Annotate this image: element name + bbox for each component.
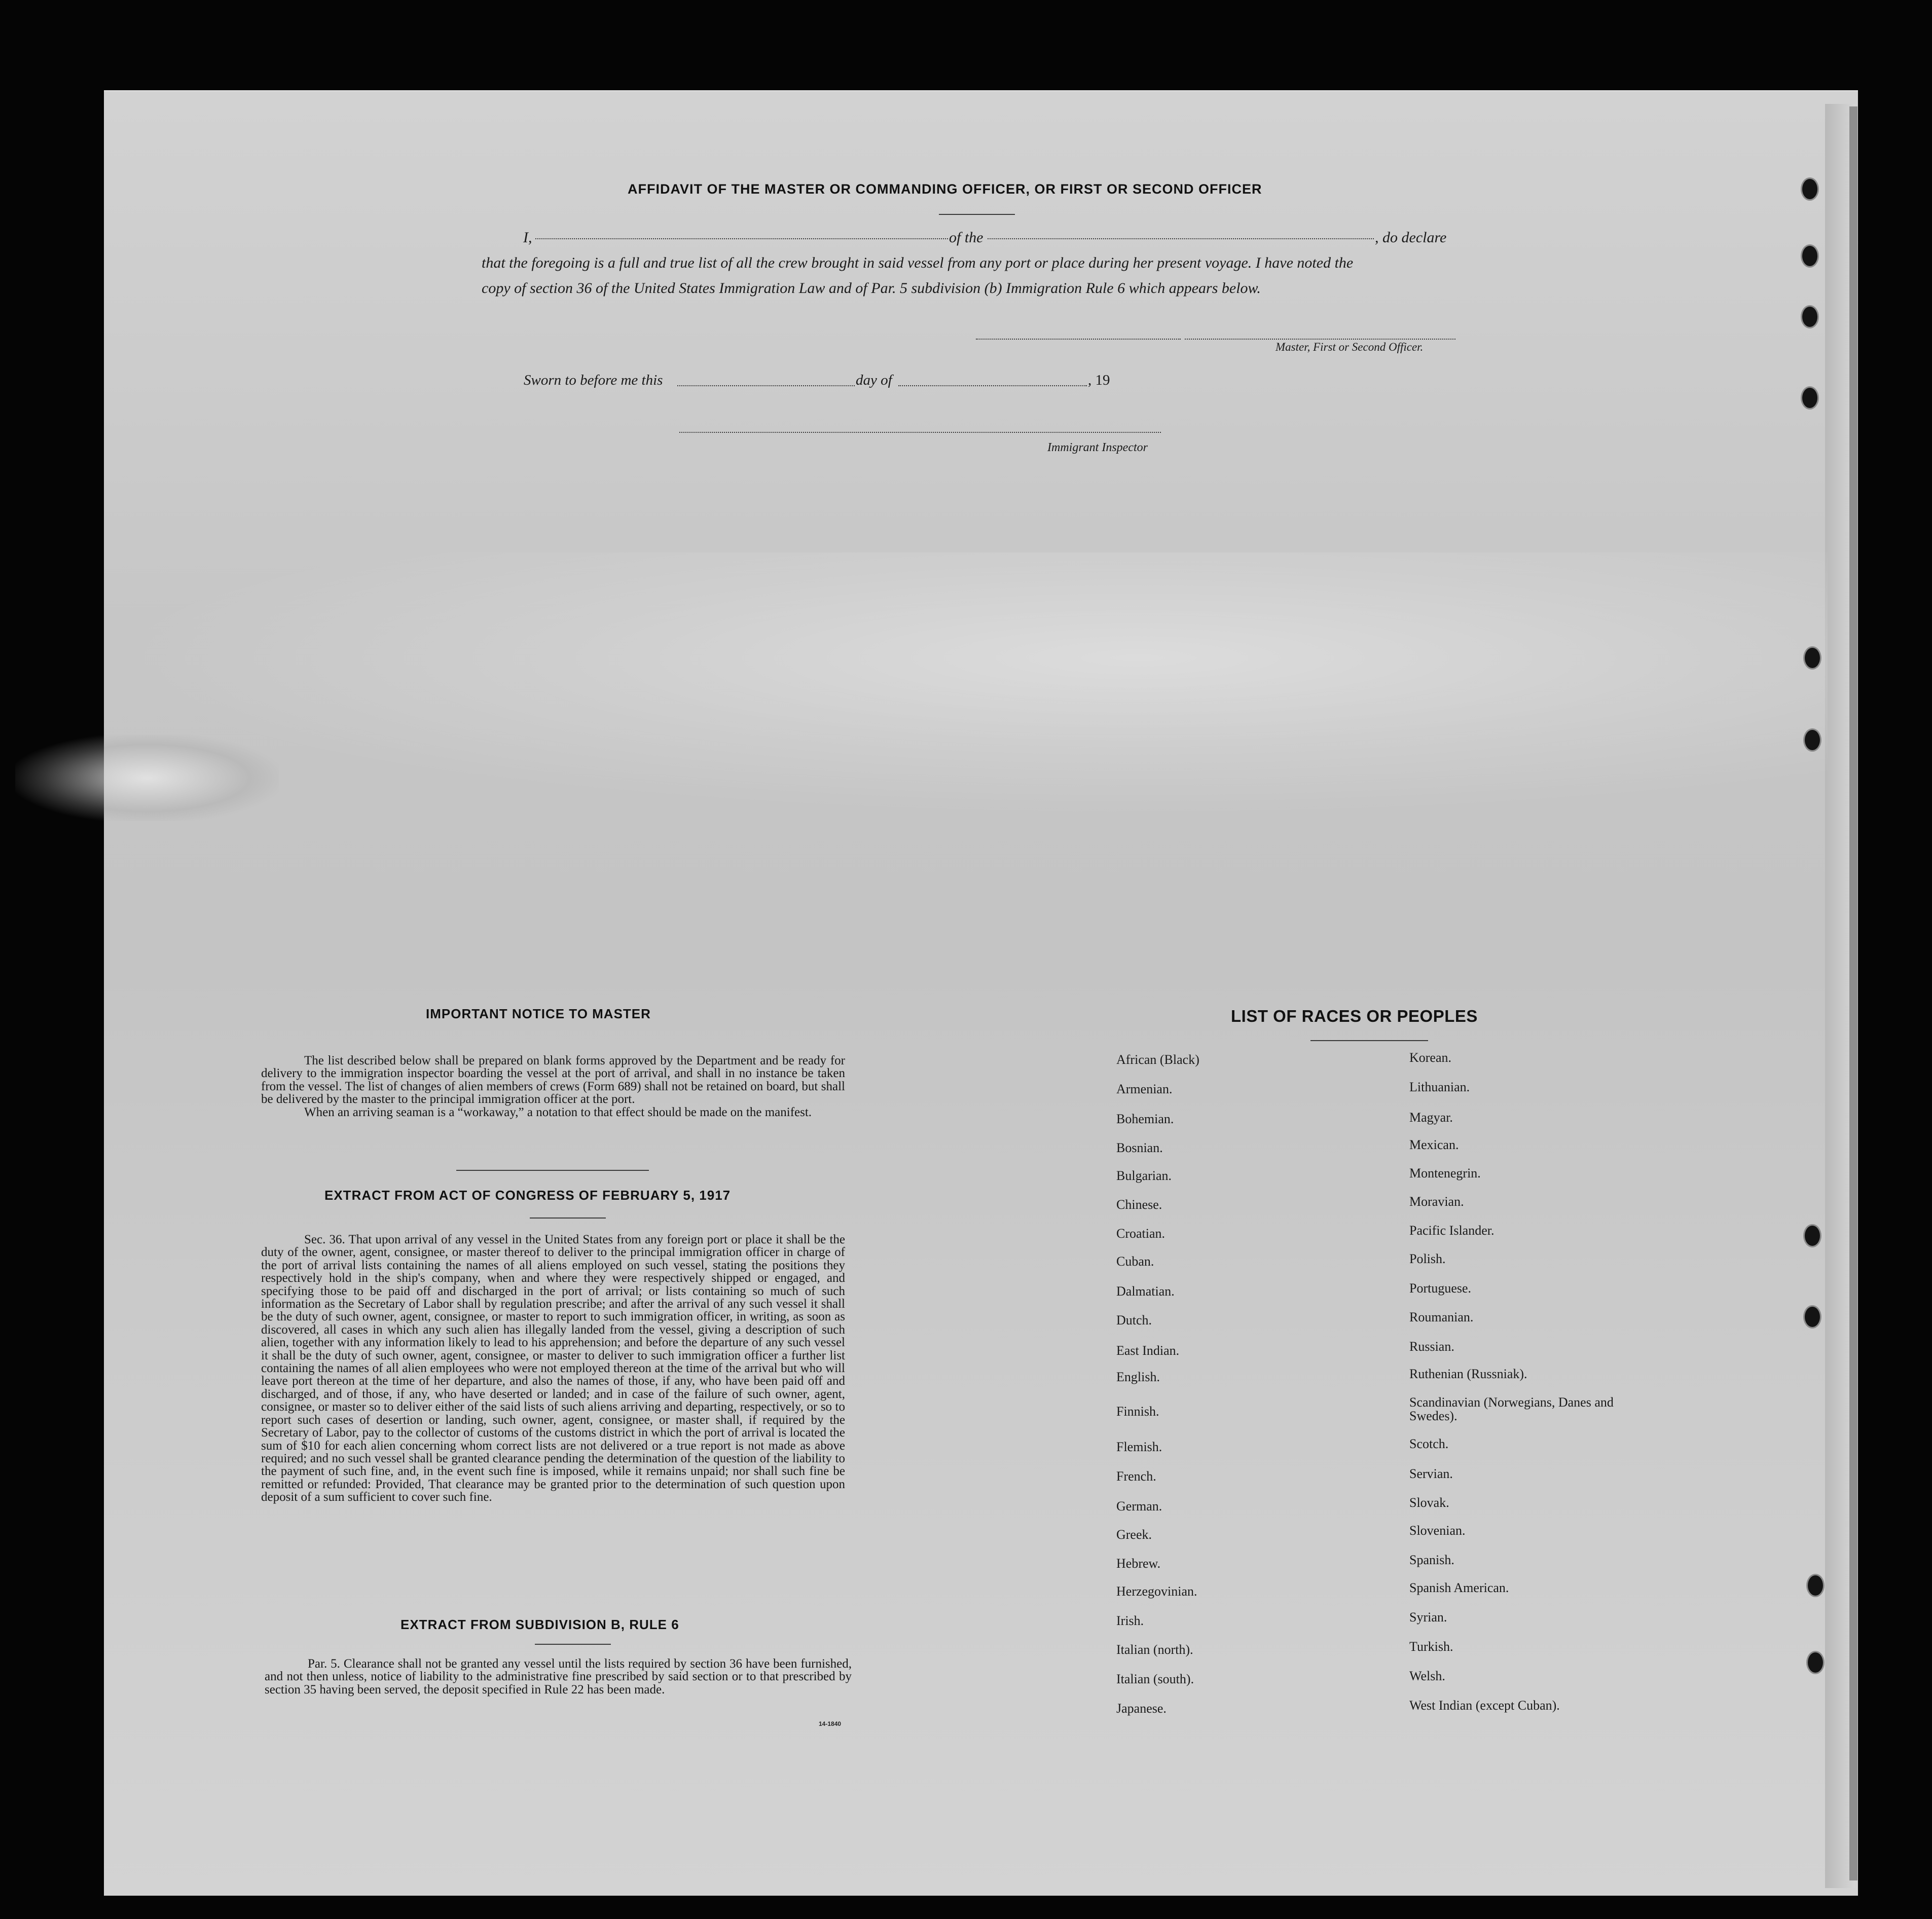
race-left-item: Hebrew. <box>1116 1556 1161 1571</box>
race-right-item: Scotch. <box>1409 1436 1449 1451</box>
race-right-item: Montenegrin. <box>1409 1166 1481 1180</box>
rule-rule <box>535 1644 611 1645</box>
affidavit-i-label: I, <box>523 229 532 246</box>
notice-paragraph-1: The list described below shall be prepared on blank forms approved by the Department and be ready for delivery to the immigration inspector boarding the vessel at the port of arrival, and shall in no instance be taken from the vessel. The list of changes of alien members of crews (Form 689) shall not be retained on board, but shall be delivered by the master to the principal immigration officer at the port. <box>261 1054 845 1106</box>
race-right-item: Lithuanian. <box>1409 1080 1470 1094</box>
rule-title: EXTRACT FROM SUBDIVISION B, RULE 6 <box>400 1617 679 1632</box>
race-left-item: Greek. <box>1116 1527 1152 1542</box>
binder-hole <box>1801 177 1819 201</box>
master-signature-line-1[interactable] <box>976 339 1181 340</box>
race-right-item: Portuguese. <box>1409 1281 1472 1296</box>
race-left-item: Irish. <box>1116 1613 1144 1628</box>
race-right-item: West Indian (except Cuban). <box>1409 1698 1560 1713</box>
race-right-item: Spanish American. <box>1409 1580 1509 1595</box>
notice-body <box>261 1054 845 1119</box>
binder-hole <box>1801 244 1819 268</box>
binder-hole <box>1801 386 1819 410</box>
affidavit-title: AFFIDAVIT OF THE MASTER OR COMMANDING OFFICER, OR FIRST OR SECOND OFFICER <box>628 181 1262 197</box>
race-right-item: Mexican. <box>1409 1137 1459 1152</box>
sworn-month-field[interactable] <box>898 385 1087 386</box>
race-right-item: Magyar. <box>1409 1110 1453 1125</box>
binder-hole <box>1801 305 1819 328</box>
race-left-item: Flemish. <box>1116 1440 1162 1454</box>
race-left-item: Chinese. <box>1116 1197 1162 1212</box>
vessel-field[interactable] <box>988 238 1374 239</box>
race-left-item: Bulgarian. <box>1116 1168 1172 1183</box>
form-page <box>104 90 1858 1896</box>
day-of-label: day of <box>856 372 892 388</box>
race-left-item: Dutch. <box>1116 1313 1152 1327</box>
affidavit-line-3: copy of section 36 of the United States Immigration Law and of Par. 5 subdivision (b) Immigration Rule 6 which appears below. <box>482 280 1261 297</box>
race-left-item: Finnish. <box>1116 1404 1159 1419</box>
race-right-item: Welsh. <box>1409 1669 1445 1683</box>
act-title: EXTRACT FROM ACT OF CONGRESS OF FEBRUARY 5, 1917 <box>324 1188 731 1203</box>
race-right-item: Syrian. <box>1409 1610 1447 1625</box>
inspector-caption: Immigrant Inspector <box>1047 441 1148 454</box>
race-left-item: Italian (south). <box>1116 1672 1194 1686</box>
notice-title: IMPORTANT NOTICE TO MASTER <box>426 1006 651 1021</box>
race-left-item: African (Black) <box>1116 1052 1199 1067</box>
race-right-item: Turkish. <box>1409 1639 1453 1654</box>
title-rule <box>939 214 1015 215</box>
binder-hole <box>1803 1305 1821 1328</box>
race-left-item: East Indian. <box>1116 1343 1180 1358</box>
binder-hole <box>1803 646 1821 670</box>
inspector-signature-line[interactable] <box>679 432 1161 433</box>
section-rule <box>456 1170 649 1171</box>
sworn-label: Sworn to before me this <box>524 372 663 388</box>
form-number: 14-1840 <box>819 1720 842 1727</box>
race-left-item: Bohemian. <box>1116 1112 1174 1126</box>
master-caption: Master, First or Second Officer. <box>1275 341 1424 353</box>
sworn-day-field[interactable] <box>677 385 855 386</box>
race-right-item: Slovenian. <box>1409 1523 1466 1538</box>
race-left-item: Croatian. <box>1116 1226 1165 1241</box>
underlying-page-shadow <box>1849 106 1857 1880</box>
act-rule <box>530 1217 606 1219</box>
binder-hole <box>1806 1651 1825 1674</box>
affidavit-of-the-label: of the <box>949 229 983 246</box>
race-left-item: Cuban. <box>1116 1254 1154 1269</box>
race-right-item: Scandinavian (Norwegians, Danes and Swedes). <box>1409 1395 1614 1423</box>
master-signature-line-2[interactable] <box>1185 339 1455 340</box>
race-left-item: Herzegovinian. <box>1116 1584 1197 1599</box>
affidavit-line-2: that the foregoing is a full and true list of all the crew brought in said vessel from any port or place during her present voyage. I have noted the <box>482 254 1354 271</box>
race-right-item: Russian. <box>1409 1339 1454 1354</box>
race-right-item: Servian. <box>1409 1466 1453 1481</box>
act-section-36: Sec. 36. That upon arrival of any vessel in the United States from any foreign port or place it shall be the duty of the owner, agent, consignee, or master thereof to deliver to the principal immigration officer in charge of the port of arrival lists containing the names of all aliens employed on such vessel, stating the positions they respectively hold in the ship's company, when and where they were respectively shipped or engaged, and specifying those to be paid off and discharged in the port of arrival; or lists containing so much of such information as the Secretary of Labor shall by regulation prescribe; and after the arrival of any such vessel it shall be the duty of such owner, agent, consignee, or master to report to such immigration officer, in writing, as soon as discovered, all cases in which any such alien has illegally landed from the vessel, giving a description of such alien, together with any information likely to lead to his apprehension; and before the departure of any such vessel it shall be the duty of such owner, agent, consignee, or master to deliver to such immigration officer a further list containing the names of all alien employees who were not employed thereon at the time of the arrival but who will leave port thereon at the time of her departure, and also the names of those, if any, who have been paid off and discharged, and of those, if any, who have deserted or landed; and in case of the failure of such owner, agent, consignee, or master so to deliver either of the said lists of such aliens arriving and departing, respectively, or so to report such cases of desertion or landing, such owner, agent, consignee, or master shall, if required by the Secretary of Labor, pay to the collector of customs of the customs district in which the port of arrival is located the sum of $10 for each alien concerning whom correct lists are not delivered or a true report is not made as above required; and no such vessel shall be granted clearance pending the determination of the question of the liability to the payment of such fine, and, in the event such fine is imposed, while it remains unpaid; nor shall such fine be remitted or refunded: Provided, That clearance may be granted prior to the determination of such question upon deposit of a sum sufficient to cover such fine. <box>261 1233 845 1504</box>
race-left-item: Armenian. <box>1116 1082 1173 1096</box>
notice-paragraph-2: When an arriving seaman is a “workaway,” a notation to that effect should be made on the manifest. <box>304 1105 812 1119</box>
race-right-item: Slovak. <box>1409 1495 1449 1510</box>
races-rule <box>1310 1040 1428 1041</box>
race-left-item: Dalmatian. <box>1116 1284 1175 1299</box>
races-title: LIST OF RACES OR PEOPLES <box>1231 1007 1478 1025</box>
binder-hole <box>1803 1224 1821 1247</box>
name-field[interactable] <box>535 238 948 239</box>
act-body <box>261 1233 845 1504</box>
affidavit-declare-label: , do declare <box>1375 229 1447 246</box>
race-right-item: Spanish. <box>1409 1553 1454 1567</box>
rule-paragraph-5: Par. 5. Clearance shall not be granted any vessel until the lists required by section 36 have been furnished, and not then unless, notice of liability to the administrative fine prescribed by said section or to that prescribed by section 35 having been served, the deposit specified in Rule 22 has been made. <box>265 1657 852 1696</box>
race-left-item: Italian (north). <box>1116 1642 1193 1657</box>
race-right-item: Roumanian. <box>1409 1310 1474 1324</box>
race-right-item: Moravian. <box>1409 1194 1464 1209</box>
race-right-item: Polish. <box>1409 1251 1446 1266</box>
race-left-item: French. <box>1116 1469 1156 1484</box>
race-left-item: German. <box>1116 1499 1162 1514</box>
rule-body <box>265 1657 852 1696</box>
year-label: , 19 <box>1088 372 1110 388</box>
race-left-item: Japanese. <box>1116 1701 1167 1716</box>
film-glare-left <box>15 735 279 821</box>
race-left-item: English. <box>1116 1370 1160 1384</box>
binder-hole <box>1803 728 1821 752</box>
race-right-item: Pacific Islander. <box>1409 1223 1494 1238</box>
race-right-item: Korean. <box>1409 1050 1452 1065</box>
binder-hole <box>1806 1574 1825 1597</box>
race-right-item: Ruthenian (Russniak). <box>1409 1367 1527 1381</box>
race-left-item: Bosnian. <box>1116 1140 1163 1155</box>
